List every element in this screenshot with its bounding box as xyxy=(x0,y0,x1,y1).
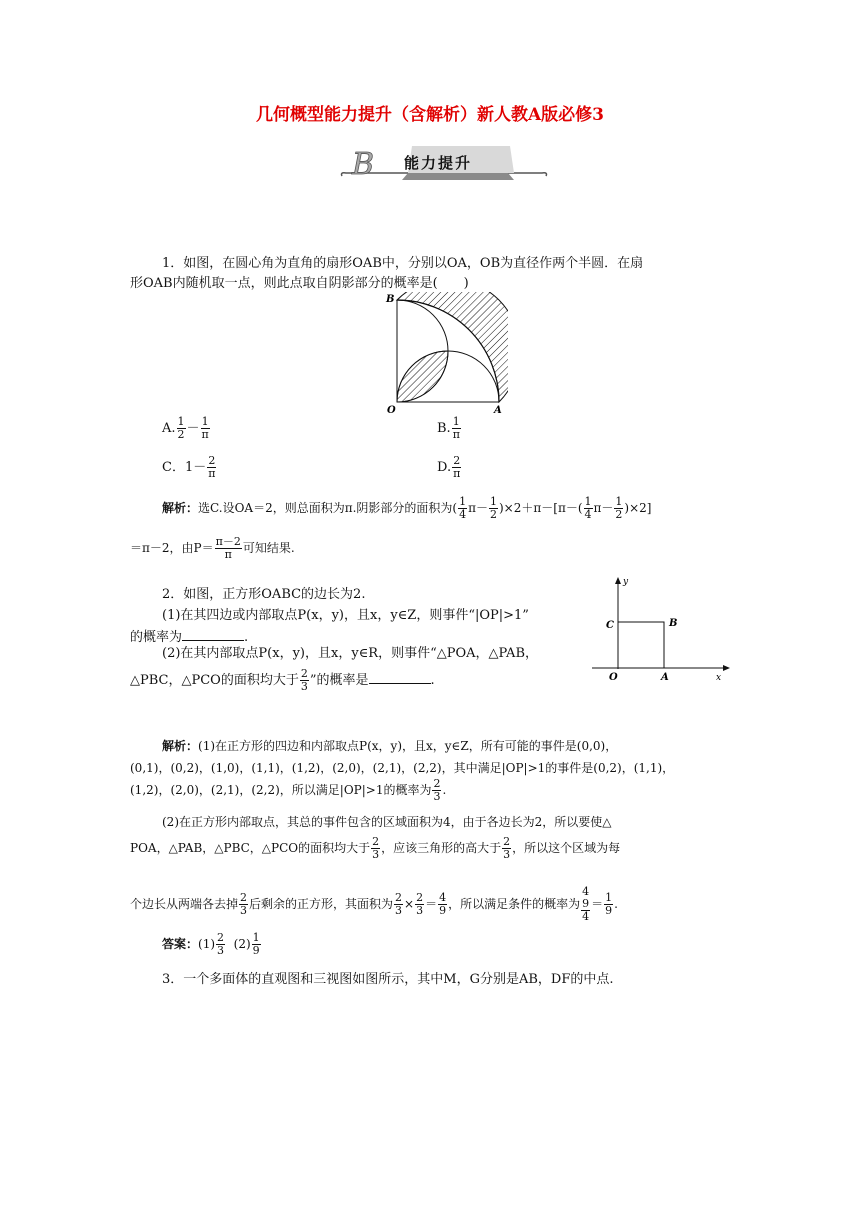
fig2-label-o: O xyxy=(609,672,618,683)
q1-option-c: C．1－ $\frac{2}{\pi}$ xyxy=(162,454,216,480)
q2-line3: 的概率为 . xyxy=(130,626,732,648)
fig1-label-o: O xyxy=(387,405,396,416)
banner-label: 能力提升 xyxy=(404,154,473,172)
fig2-label-a: A xyxy=(661,672,669,683)
q2-solution-line6: 个边长从两端各去掉 $\frac{2}{3}$ 后剩余的正方形，其面积为 $\frac{2}{3}$ × $\frac{2}{3}$ ＝ $\frac{4}{9}$ ，所以满足条件的概率为 4 9 4 ＝ $\frac{1}{9}$ . xyxy=(130,885,618,923)
q3-line1: 3．一个多面体的直观图和三视图如图所示，其中M，G分别是AB，DF的中点. xyxy=(162,972,614,987)
fig2-label-x: x xyxy=(716,673,722,683)
frac: $\frac{1}{\pi}$ xyxy=(201,415,209,441)
q2-answer: 答案：(1) $\frac{2}{3}$ (2) $\frac{1}{9}$ xyxy=(162,931,260,957)
fig2-label-y: y xyxy=(623,577,629,587)
q1-option-d: D. $\frac{2}{\pi}$ xyxy=(437,454,461,480)
compound-fraction: 4 9 4 xyxy=(582,885,590,923)
frac: $\frac{1}{2}$ xyxy=(177,415,185,441)
frac: $\frac{1}{\pi}$ xyxy=(452,415,460,441)
q2-line1: 2．如图，正方形OABC的边长为2. xyxy=(162,587,366,602)
fig1-label-b: B xyxy=(386,294,395,305)
section-banner xyxy=(338,140,550,186)
q1-line2: 形OAB内随机取一点，则此点取自阴影部分的概率是( ) xyxy=(130,276,469,291)
q2-solution-line3: (1,2)，(2,0)，(2,1)，(2,2)，所以满足|OP|>1的概率为 $\frac{2}{3}$ . xyxy=(130,777,447,803)
page-title: 几何概型能力提升（含解析）新人教A版必修3 xyxy=(255,105,605,125)
q2-solution-line1: 解析：(1)在正方形的四边和内部取点P(x，y)，且x，y∈Z，所有可能的事件是(0,0)， xyxy=(162,739,618,753)
q2-line2: (1)在其四边或内部取点P(x，y)，且x，y∈Z，则事件“|OP|>1” xyxy=(162,608,529,623)
q1-figure xyxy=(384,292,508,416)
q1-option-a: A. $\frac{1}{2}$ － $\frac{1}{\pi}$ xyxy=(162,415,209,441)
q2-solution-line2: (0,1)，(0,2)，(1,0)，(1,1)，(1,2)，(2,0)，(2,1)，(2,2)，其中满足|OP|>1的事件是(0,2)，(1,1)， xyxy=(130,761,675,775)
frac: $\frac{2}{\pi}$ xyxy=(453,454,461,480)
fig2-label-b: B xyxy=(669,618,678,629)
q2-line4: (2)在其内部取点P(x，y)，且x，y∈R，则事件“△POA，△PAB， xyxy=(162,646,538,661)
fig2-label-c: C xyxy=(606,620,614,631)
q1-solution-line1: 解析：选C.设OA＝2，则总面积为π.阴影部分的面积为( $\frac{1}{4}$ π－ $\frac{1}{2}$ )×2＋π－[π－( $\frac{1}{4}$ π－ $\frac{1}{2}$ )×2] xyxy=(162,495,652,521)
q2-solution-line5: POA，△PAB，△PBC，△PCO的面积均大于 $\frac{2}{3}$ ，应该三角形的高大于 $\frac{2}{3}$ ，所以这个区域为每 xyxy=(130,835,621,861)
q2-solution-line4: (2)在正方形内部取点，其总的事件包含的区域面积为4，由于各边长为2，所以要使△ xyxy=(162,815,612,829)
q2-figure xyxy=(588,574,734,686)
fig1-label-a: A xyxy=(494,405,502,416)
q1-option-b: B. $\frac{1}{\pi}$ xyxy=(437,415,460,441)
q1-solution-line2: ＝π－2，由P＝ $\frac{\pi-2}{\pi}$ 可知结果. xyxy=(130,535,295,561)
frac: $\frac{2}{\pi}$ xyxy=(208,454,216,480)
q2-line5: △PBC，△PCO的面积均大于 $\frac{2}{3}$ ”的概率是 . xyxy=(130,667,435,693)
answer-blank-1 xyxy=(182,626,244,641)
q1-line1: 1．如图，在圆心角为直角的扇形OAB中，分别以OA，OB为直径作两个半圆．在扇 xyxy=(162,256,644,271)
answer-blank-2 xyxy=(369,669,431,684)
svg-text:B: B xyxy=(352,147,375,182)
